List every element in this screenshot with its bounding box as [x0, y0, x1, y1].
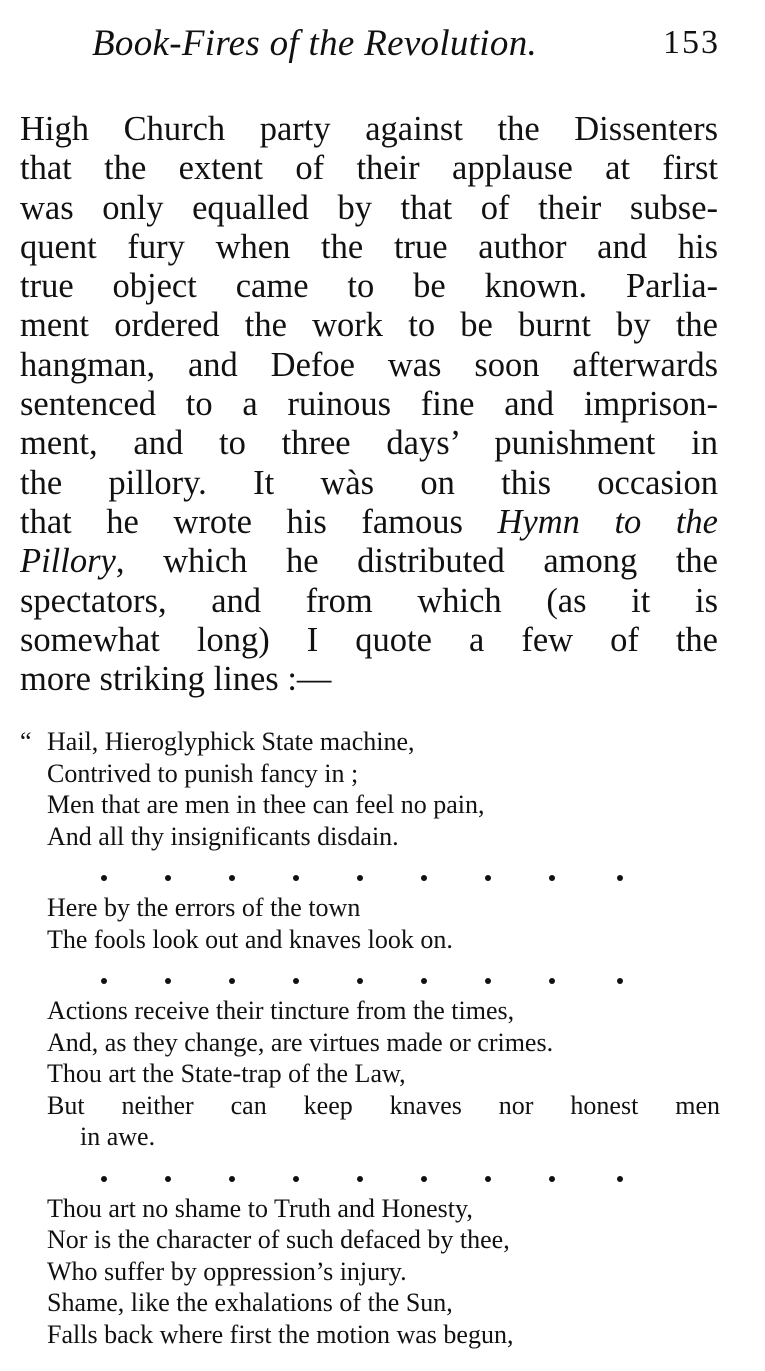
prose-line: quent fury when the true author and his [20, 227, 718, 266]
ellipsis-dots [84, 967, 630, 995]
stanza-gap [20, 955, 720, 967]
ellipsis-dots [84, 1165, 630, 1193]
prose-line-with-title [20, 503, 718, 542]
open-quote-mark: “ [20, 727, 32, 756]
prose-line: ment, and to three days’ punishment in [20, 424, 718, 463]
prose-line: somewhat long) I quote a few of the [20, 620, 718, 659]
verse-text: Hail, Hieroglyphick State machine, [47, 727, 415, 756]
prose-text: that he wrote his famous [20, 502, 498, 541]
verse-quotation [20, 726, 720, 1350]
prose-line-with-title [20, 542, 718, 581]
verse-line: Men that are men in thee can feel no pain, [47, 790, 485, 819]
verse-line: Contrived to punish fancy in ; [47, 758, 359, 788]
prose-text: , which he distributed among the [115, 542, 718, 581]
verse-line: Actions receive their tincture from the times, [47, 996, 515, 1025]
verse-line: Who suffer by oppression’s injury. [47, 1256, 407, 1286]
prose-line: was only equalled by that of their subse- [20, 188, 718, 227]
verse-line: And all thy insignificants disdain. [47, 821, 399, 851]
stanza-gap [20, 852, 720, 864]
prose-paragraph [20, 110, 718, 699]
verse-line: Thou art the State-trap of the Law, [47, 1059, 406, 1088]
verse-line [20, 726, 720, 758]
prose-line: sentenced to a ruinous fine and imprison- [20, 385, 718, 424]
prose-line: spectators, and from which (as it is [20, 581, 718, 620]
verse-line: And, as they change, are virtues made or crimes. [47, 1027, 554, 1057]
ellipsis-row [20, 1165, 720, 1193]
verse-line: Shame, like the exhalations of the Sun, [47, 1288, 453, 1317]
verse-line: Nor is the character of such defaced by thee, [47, 1225, 510, 1254]
ellipsis-row [20, 967, 720, 995]
running-head [20, 22, 720, 76]
verse-line: The fools look out and knaves look on. [47, 924, 453, 954]
prose-line: more striking lines :— [20, 660, 332, 699]
prose-line: hangman, and Defoe was soon afterwards [20, 345, 718, 384]
stanza-gap [20, 1153, 720, 1165]
page-number: 153 [663, 24, 720, 61]
running-title: Book-Fires of the Revolution. [92, 23, 538, 64]
verse-line: But neither can keep knaves nor honest men [47, 1090, 720, 1120]
prose-line: ment ordered the work to be burnt by the [20, 306, 718, 345]
verse-line: Here by the errors of the town [47, 893, 361, 922]
ellipsis-row [20, 864, 720, 892]
ellipsis-dots [84, 864, 630, 892]
verse-line: Thou art no shame to Truth and Honesty, [47, 1193, 473, 1223]
prose-line: true object came to be known. Parlia- [20, 267, 718, 306]
prose-line: the pillory. It wàs on this occasion [20, 463, 718, 502]
verse-line: Falls back where first the motion was begun, [47, 1319, 514, 1349]
poem-title-italic: Pillory [20, 542, 116, 581]
prose-line: that the extent of their applause at first [20, 149, 718, 188]
verse-line-continued: in awe. [80, 1122, 156, 1151]
prose-line: High Church party against the Dissenters [20, 110, 718, 148]
poem-title-italic: Hymn to the [497, 502, 718, 541]
